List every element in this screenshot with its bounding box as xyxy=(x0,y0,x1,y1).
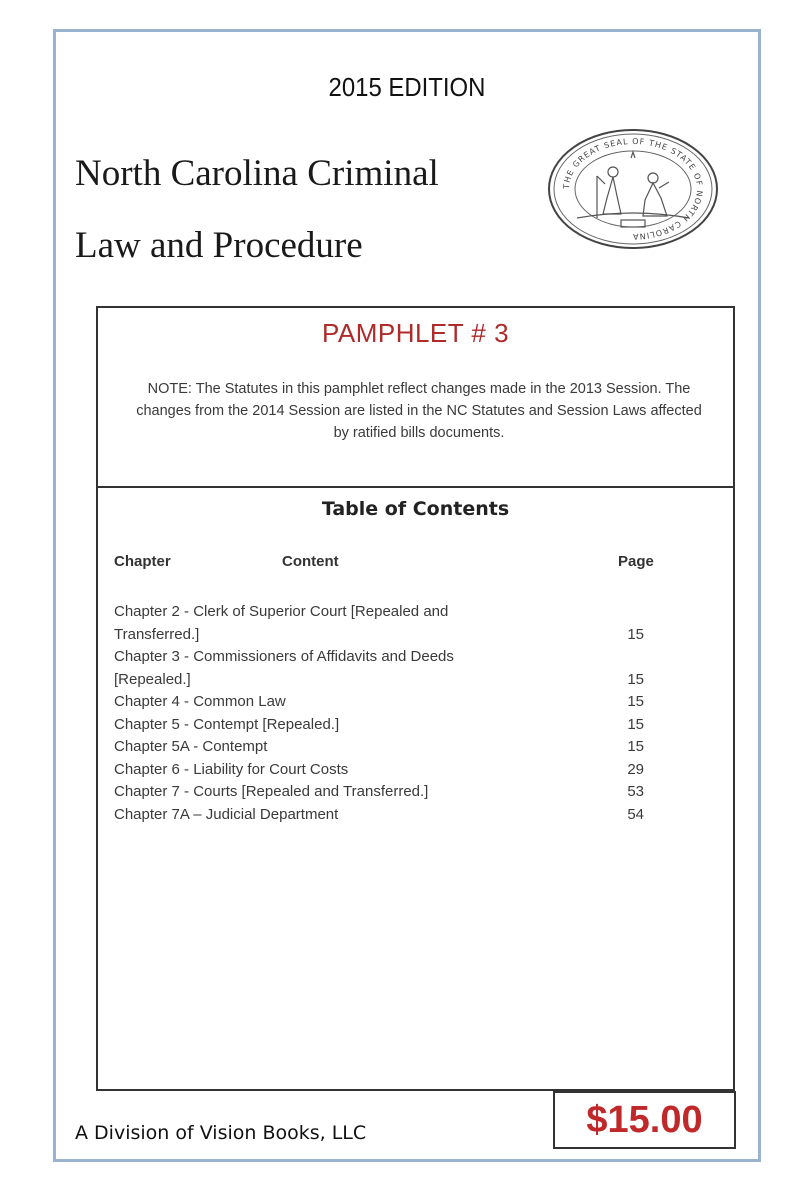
toc-entry: Chapter 7 - Courts [Repealed and Transferred.] xyxy=(114,783,429,800)
toc-entry: Chapter 5 - Contempt [Repealed.] xyxy=(114,715,340,733)
toc-page-number: 53 xyxy=(627,783,644,800)
pamphlet-note: NOTE: The Statutes in this pamphlet reflect changes made in the 2013 Session. The changes from the 2014 Session are listed in the NC Statutes and Session Laws affected by ratified bills documents. xyxy=(136,381,702,441)
toc-page-number: 29 xyxy=(627,760,644,778)
publisher-label: A Division of Vision Books, LLC xyxy=(75,1122,367,1144)
toc-column-chapter: Chapter xyxy=(114,553,171,570)
toc-row xyxy=(114,804,674,827)
toc-page-number: 15 xyxy=(627,693,644,710)
toc-column-content: Content xyxy=(282,553,339,570)
toc-entry: Chapter 3 - Commissioners of Affidavits and Deeds [Repealed.] xyxy=(114,648,454,688)
seal-text: THE GREAT SEAL OF THE STATE OF NORTH CAROLINA xyxy=(561,136,705,242)
book-cover xyxy=(53,29,761,1162)
toc-heading: Table of Contents xyxy=(321,498,510,520)
panel-divider xyxy=(98,486,733,488)
toc-row xyxy=(114,736,674,759)
toc-row xyxy=(114,759,674,782)
toc-entry: Chapter 2 - Clerk of Superior Court [Repealed and Transferred.] xyxy=(114,603,449,643)
edition-label: 2015 EDITION xyxy=(328,72,486,102)
toc-row xyxy=(114,781,674,804)
toc-page-number: 54 xyxy=(627,805,644,823)
toc-entry: Chapter 7A – Judicial Department xyxy=(114,805,339,823)
toc-entry: Chapter 5A - Contempt xyxy=(114,738,268,755)
toc-page-number: 15 xyxy=(627,625,644,643)
toc-page-number: 15 xyxy=(627,738,644,755)
toc-entry: Chapter 6 - Liability for Court Costs xyxy=(114,760,349,778)
toc-row xyxy=(114,714,674,737)
book-title-line-1: North Carolina Criminal xyxy=(75,153,439,194)
state-seal-icon xyxy=(547,128,719,250)
toc-row xyxy=(114,601,674,646)
toc-list xyxy=(114,601,674,826)
price-label: $15.00 xyxy=(586,1099,703,1141)
contents-panel xyxy=(96,306,735,1091)
toc-page-number: 15 xyxy=(627,715,644,733)
toc-entry: Chapter 4 - Common Law xyxy=(114,693,286,710)
pamphlet-number: PAMPHLET # 3 xyxy=(321,318,510,348)
toc-column-page: Page xyxy=(618,553,654,570)
book-title-line-2: Law and Procedure xyxy=(75,225,363,266)
toc-page-number: 15 xyxy=(627,670,644,688)
toc-row xyxy=(114,691,674,714)
toc-row xyxy=(114,646,674,691)
price-box xyxy=(553,1091,736,1149)
